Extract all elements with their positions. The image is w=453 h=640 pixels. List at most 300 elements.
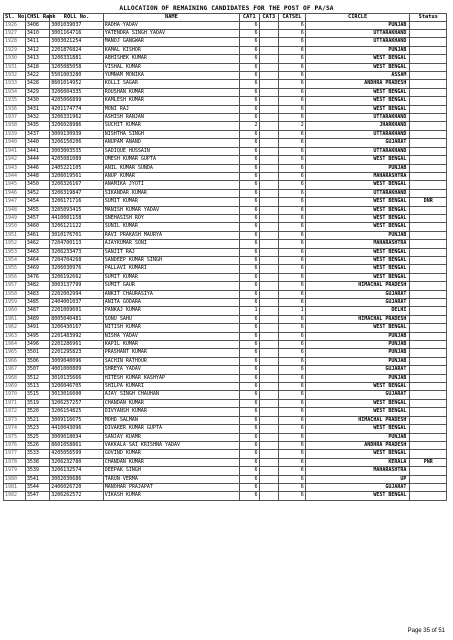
catsel-cell: 6 — [279, 433, 306, 441]
table-row — [4, 425, 447, 433]
sl-cell: 1977 — [4, 450, 26, 458]
header-row — [4, 14, 447, 22]
cat1-cell: 6 — [240, 408, 259, 416]
name-cell: AJAY SINGH CHAUHAN — [103, 391, 239, 399]
circle-cell: WEST BENGAL — [305, 181, 410, 189]
sl-cell: 1974 — [4, 425, 26, 433]
sl-cell: 1970 — [4, 391, 26, 399]
name-cell: SNEHASISH ROY — [103, 214, 239, 222]
catsel-cell: 6 — [279, 256, 306, 264]
name-cell: MONI RAJ — [103, 105, 239, 113]
cat1-cell: 6 — [240, 265, 259, 273]
roll-cell: 3206019561 — [50, 172, 104, 180]
circle-cell: UTTARAKHAND — [305, 147, 410, 155]
chsl-cell: 3523 — [25, 425, 49, 433]
roll-cell: 3206028986 — [50, 122, 104, 130]
name-cell: ANIL KUMAR SUNDA — [103, 164, 239, 172]
status-cell — [410, 130, 447, 138]
cat3-cell — [259, 46, 278, 54]
cat3-cell — [259, 299, 278, 307]
status-cell — [410, 425, 447, 433]
sl-cell: 1961 — [4, 315, 26, 323]
circle-cell: WEST BENGAL — [305, 492, 410, 500]
cat3-cell — [259, 315, 278, 323]
cat3-cell — [259, 206, 278, 214]
circle-cell: PUNJAB — [305, 21, 410, 29]
circle-cell: PUNJAB — [305, 341, 410, 349]
table-row — [4, 315, 447, 323]
sl-cell: 1952 — [4, 240, 26, 248]
table-row — [4, 399, 447, 407]
header-roll: ROLL No. — [50, 14, 104, 22]
cat3-cell — [259, 349, 278, 357]
roll-cell: 8601014952 — [50, 80, 104, 88]
status-cell — [410, 441, 447, 449]
chsl-cell: 3446 — [25, 164, 49, 172]
catsel-cell: 6 — [279, 46, 306, 54]
sl-cell: 1960 — [4, 307, 26, 315]
name-cell: GOVIND KUMAR — [103, 450, 239, 458]
sl-cell: 1942 — [4, 156, 26, 164]
table-row — [4, 88, 447, 96]
sl-cell: 1950 — [4, 223, 26, 231]
status-cell — [410, 332, 447, 340]
header-cat3: CAT3 — [259, 14, 278, 22]
roll-cell: 3010135666 — [50, 374, 104, 382]
table-row — [4, 374, 447, 382]
cat3-cell — [259, 21, 278, 29]
cat1-cell: 6 — [240, 88, 259, 96]
cat1-cell: 6 — [240, 156, 259, 164]
chsl-cell: 3483 — [25, 290, 49, 298]
sl-cell: 1947 — [4, 198, 26, 206]
sl-cell: 1971 — [4, 399, 26, 407]
status-cell — [410, 164, 447, 172]
circle-cell: GUJARAT — [305, 391, 410, 399]
sl-cell: 1956 — [4, 273, 26, 281]
name-cell: ABHISHEK KUMAR — [103, 55, 239, 63]
chsl-cell: 3520 — [25, 408, 49, 416]
circle-cell: ASSAM — [305, 72, 410, 80]
roll-cell: 3206132574 — [50, 467, 104, 475]
header-sl: Sl. No. — [5, 14, 28, 20]
circle-cell: PUNJAB — [305, 374, 410, 382]
status-cell — [410, 80, 447, 88]
cat3-cell — [259, 357, 278, 365]
name-cell: ANAMIKA JYOTI — [103, 181, 239, 189]
status-cell — [410, 38, 447, 46]
cat1-cell: 6 — [240, 299, 259, 307]
sl-cell: 1926 — [4, 21, 26, 29]
sl-cell: 1944 — [4, 172, 26, 180]
table-row — [4, 97, 447, 105]
circle-cell: UTTARAKHAND — [305, 114, 410, 122]
sl-cell: 1941 — [4, 147, 26, 155]
circle-cell: HIMACHAL PRADESH — [305, 416, 410, 424]
status-cell — [410, 416, 447, 424]
chsl-cell: 3539 — [25, 467, 49, 475]
status-cell — [410, 290, 447, 298]
roll-cell: 7204700113 — [50, 240, 104, 248]
status-cell — [410, 391, 447, 399]
table-row — [4, 46, 447, 54]
status-cell — [410, 214, 447, 222]
catsel-cell: 6 — [279, 80, 306, 88]
roll-cell: 3002030686 — [50, 475, 104, 483]
catsel-cell: 6 — [279, 231, 306, 239]
cat1-cell: 6 — [240, 256, 259, 264]
cat1-cell: 6 — [240, 349, 259, 357]
sl-cell: 1929 — [4, 46, 26, 54]
sl-cell: 1954 — [4, 256, 26, 264]
cat1-cell: 6 — [240, 315, 259, 323]
roll-cell: 4410001158 — [50, 214, 104, 222]
cat3-cell — [259, 450, 278, 458]
status-cell — [410, 374, 447, 382]
catsel-cell: 6 — [279, 290, 306, 298]
name-cell: NITISH KUMAR — [103, 324, 239, 332]
name-cell: TARUN VERMA — [103, 475, 239, 483]
chsl-cell: 3525 — [25, 433, 49, 441]
name-cell: DIVAKER KUMAR GUPTA — [103, 425, 239, 433]
header-cat1: CAT1 — [240, 14, 259, 22]
cat1-cell: 6 — [240, 223, 259, 231]
catsel-cell: 6 — [279, 63, 306, 71]
cat1-cell: 6 — [240, 72, 259, 80]
chsl-cell: 3422 — [25, 72, 49, 80]
sl-cell: 1933 — [4, 80, 26, 88]
table-row — [4, 391, 447, 399]
circle-cell: WEST BENGAL — [305, 223, 410, 231]
cat1-cell: 6 — [240, 425, 259, 433]
catsel-cell: 6 — [279, 492, 306, 500]
circle-cell: PUNJAB — [305, 231, 410, 239]
table-row — [4, 122, 447, 130]
circle-cell: KERALA — [305, 458, 410, 466]
circle-cell: UP — [305, 475, 410, 483]
status-cell — [410, 315, 447, 323]
roll-cell: 3206046705 — [50, 383, 104, 391]
cat3-cell — [259, 383, 278, 391]
catsel-cell: 6 — [279, 324, 306, 332]
chsl-cell: 3538 — [25, 458, 49, 466]
cat1-cell: 6 — [240, 240, 259, 248]
cat1-cell: 6 — [240, 21, 259, 29]
catsel-cell: 6 — [279, 349, 306, 357]
circle-cell: HIMACHAL PRADESH — [305, 282, 410, 290]
chsl-cell: 3519 — [25, 399, 49, 407]
catsel-cell: 6 — [279, 467, 306, 475]
circle-cell: WEST BENGAL — [305, 408, 410, 416]
cat3-cell — [259, 290, 278, 298]
table-row — [4, 256, 447, 264]
catsel-cell: 6 — [279, 366, 306, 374]
chsl-cell: 3482 — [25, 282, 49, 290]
chsl-cell: 3496 — [25, 341, 49, 349]
catsel-cell: 6 — [279, 273, 306, 281]
cat3-cell — [259, 265, 278, 273]
document-title: ALLOCATION OF REMAINING CANDIDATES FOR THE POST OF PA/SA — [119, 5, 334, 12]
status-cell — [410, 399, 447, 407]
chsl-cell: 3469 — [25, 265, 49, 273]
sl-cell: 1943 — [4, 164, 26, 172]
chsl-cell: 3408 — [25, 21, 49, 29]
name-cell: SUMIT KUMAR — [103, 273, 239, 281]
cat3-cell — [259, 55, 278, 63]
catsel-cell: 6 — [279, 147, 306, 155]
roll-cell: 3205093415 — [50, 206, 104, 214]
circle-cell: HIMACHAL PRADESH — [305, 315, 410, 323]
cat1-cell: 6 — [240, 130, 259, 138]
cat1-cell: 6 — [240, 63, 259, 71]
chsl-cell: 3513 — [25, 383, 49, 391]
cat1-cell: 6 — [240, 55, 259, 63]
cat3-cell — [259, 223, 278, 231]
cat1-cell: 6 — [240, 324, 259, 332]
name-cell: ANUPAM ANAND — [103, 139, 239, 147]
table-row — [4, 114, 447, 122]
roll-cell: 3009116675 — [50, 416, 104, 424]
roll-cell: 3206030976 — [50, 265, 104, 273]
cat3-cell — [259, 366, 278, 374]
table-body — [4, 21, 447, 500]
name-cell: NISHTHA SINGH — [103, 130, 239, 138]
roll-cell: 3009018034 — [50, 433, 104, 441]
chsl-cell: 3429 — [25, 88, 49, 96]
roll-cell: 4205066899 — [50, 97, 104, 105]
catsel-cell: 6 — [279, 416, 306, 424]
name-cell: SACHIN RATHOUR — [103, 357, 239, 365]
catsel-cell: 1 — [279, 307, 306, 315]
chsl-cell: 3476 — [25, 273, 49, 281]
catsel-cell: 6 — [279, 181, 306, 189]
status-cell — [410, 240, 447, 248]
table-row — [4, 206, 447, 214]
status-cell — [410, 223, 447, 231]
table-row — [4, 38, 447, 46]
roll-cell: 3206233473 — [50, 248, 104, 256]
chsl-cell: 3495 — [25, 332, 49, 340]
chsl-cell: 3506 — [25, 357, 49, 365]
chsl-cell: 3463 — [25, 248, 49, 256]
catsel-cell: 6 — [279, 450, 306, 458]
table-row — [4, 332, 447, 340]
circle-cell: MAHARASHTRA — [305, 240, 410, 248]
sl-cell: 1945 — [4, 181, 26, 189]
table-row — [4, 349, 447, 357]
roll-cell: 2406026720 — [50, 483, 104, 491]
circle-cell: WEST BENGAL — [305, 214, 410, 222]
name-cell: NISHA YADAV — [103, 332, 239, 340]
cat3-cell — [259, 130, 278, 138]
table-row — [4, 130, 447, 138]
cat3-cell — [259, 38, 278, 46]
table-row — [4, 72, 447, 80]
cat1-cell: 6 — [240, 433, 259, 441]
name-cell: ANUP KUMAR — [103, 172, 239, 180]
sl-cell: 1973 — [4, 416, 26, 424]
sl-cell: 1982 — [4, 492, 26, 500]
roll-cell: 3206171716 — [50, 198, 104, 206]
chsl-cell: 3441 — [25, 147, 49, 155]
table-row — [4, 30, 447, 38]
cat1-cell: 6 — [240, 80, 259, 88]
cat1-cell: 6 — [240, 290, 259, 298]
page-number: Page 35 of 51 — [407, 628, 445, 634]
circle-cell: WEST BENGAL — [305, 324, 410, 332]
sl-cell: 1972 — [4, 408, 26, 416]
name-cell: KAMLESH KUMAR — [103, 97, 239, 105]
cat1-cell: 6 — [240, 105, 259, 113]
sl-cell: 1963 — [4, 332, 26, 340]
table-row — [4, 181, 447, 189]
status-cell — [410, 21, 447, 29]
roll-cell: 3206154825 — [50, 408, 104, 416]
cat1-cell: 6 — [240, 357, 259, 365]
catsel-cell: 6 — [279, 483, 306, 491]
cat1-cell: 6 — [240, 332, 259, 340]
cat3-cell — [259, 282, 278, 290]
circle-cell: WEST BENGAL — [305, 273, 410, 281]
chsl-cell: 3521 — [25, 416, 49, 424]
roll-cell: 3206004335 — [50, 88, 104, 96]
catsel-cell: 6 — [279, 441, 306, 449]
name-cell: HITESH KUMAR KASHYAP — [103, 374, 239, 382]
cat3-cell — [259, 97, 278, 105]
sl-cell: 1958 — [4, 290, 26, 298]
chsl-cell: 3507 — [25, 366, 49, 374]
table-row — [4, 324, 447, 332]
roll-cell: 2201009601 — [50, 307, 104, 315]
cat3-cell — [259, 441, 278, 449]
cat1-cell: 6 — [240, 383, 259, 391]
circle-cell: UTTARAKHAND — [305, 130, 410, 138]
chsl-cell: 3452 — [25, 189, 49, 197]
catsel-cell: 6 — [279, 341, 306, 349]
status-cell — [410, 299, 447, 307]
circle-cell: WEST BENGAL — [305, 88, 410, 96]
chsl-cell: 3541 — [25, 475, 49, 483]
chsl-cell: 3413 — [25, 55, 49, 63]
circle-cell: PUNJAB — [305, 349, 410, 357]
circle-cell: WEST BENGAL — [305, 248, 410, 256]
sl-cell: 1939 — [4, 130, 26, 138]
roll-cell: 8005040481 — [50, 315, 104, 323]
catsel-cell: 6 — [279, 164, 306, 172]
status-cell — [410, 30, 447, 38]
cat3-cell — [259, 156, 278, 164]
roll-cell: 3010176701 — [50, 231, 104, 239]
chsl-cell: 3444 — [25, 156, 49, 164]
circle-cell: UTTARAKHAND — [305, 189, 410, 197]
circle-cell: ANDHRA PRADESH — [305, 441, 410, 449]
cat3-cell — [259, 80, 278, 88]
catsel-cell: 6 — [279, 105, 306, 113]
circle-cell: PUNJAB — [305, 357, 410, 365]
cat1-cell: 6 — [240, 38, 259, 46]
chsl-cell: 3450 — [25, 181, 49, 189]
cat3-cell — [259, 433, 278, 441]
circle-cell: GUJARAT — [305, 483, 410, 491]
name-cell: SUCHIT KUMAR — [103, 122, 239, 130]
table-row — [4, 307, 447, 315]
circle-cell: PUNJAB — [305, 433, 410, 441]
cat1-cell: 6 — [240, 341, 259, 349]
status-cell — [410, 366, 447, 374]
name-cell: SIKANDAR KUMAR — [103, 189, 239, 197]
name-cell: SANJAY KUAMR — [103, 433, 239, 441]
name-cell: SUNIL KUMAR — [103, 223, 239, 231]
chsl-cell: 3464 — [25, 256, 49, 264]
sl-cell: 1951 — [4, 231, 26, 239]
status-cell — [410, 97, 447, 105]
cat1-cell: 6 — [240, 399, 259, 407]
name-cell: PANKAJ KUMAR — [103, 307, 239, 315]
cat3-cell — [259, 332, 278, 340]
roll-cell: 4001000809 — [50, 366, 104, 374]
cat1-cell: 6 — [240, 189, 259, 197]
catsel-cell: 6 — [279, 21, 306, 29]
status-cell — [410, 206, 447, 214]
cat1-cell: 6 — [240, 214, 259, 222]
cat3-cell — [259, 240, 278, 248]
roll-cell: 2201295823 — [50, 349, 104, 357]
chsl-cell: 3410 — [25, 30, 49, 38]
chsl-cell: 3501 — [25, 349, 49, 357]
chsl-cell: 3547 — [25, 492, 49, 500]
table-row — [4, 164, 447, 172]
cat1-cell: 6 — [240, 467, 259, 475]
circle-cell: GUJARAT — [305, 139, 410, 147]
chsl-cell: 3412 — [25, 46, 49, 54]
catsel-cell: 6 — [279, 156, 306, 164]
table-row — [4, 290, 447, 298]
catsel-cell: 6 — [279, 88, 306, 96]
catsel-cell: 6 — [279, 130, 306, 138]
status-cell — [410, 248, 447, 256]
cat1-cell: 6 — [240, 147, 259, 155]
table-row — [4, 483, 447, 491]
catsel-cell: 6 — [279, 374, 306, 382]
name-cell: VISHAL KUMAR — [103, 63, 239, 71]
status-cell — [410, 105, 447, 113]
roll-cell: 5501003280 — [50, 72, 104, 80]
cat1-cell: 6 — [240, 139, 259, 147]
roll-cell: 3206331881 — [50, 55, 104, 63]
sl-cell: 1938 — [4, 122, 26, 130]
sl-cell: 1975 — [4, 433, 26, 441]
status-cell — [410, 231, 447, 239]
roll-cell: 8601058861 — [50, 441, 104, 449]
cat3-cell — [259, 72, 278, 80]
circle-cell: WEST BENGAL — [305, 105, 410, 113]
circle-cell: MAHARASHTRA — [305, 172, 410, 180]
table-row — [4, 299, 447, 307]
name-cell: DEEPAK SINGH — [103, 467, 239, 475]
status-cell — [410, 189, 447, 197]
sl-cell: 1928 — [4, 38, 26, 46]
cat3-cell — [259, 231, 278, 239]
chsl-cell: 3515 — [25, 391, 49, 399]
name-cell: VIKASH KUMAR — [103, 492, 239, 500]
circle-cell: WEST BENGAL — [305, 256, 410, 264]
catsel-cell: 6 — [279, 240, 306, 248]
roll-cell: 3003137799 — [50, 282, 104, 290]
chsl-cell: 3411 — [25, 38, 49, 46]
cat1-cell: 6 — [240, 450, 259, 458]
table-row — [4, 492, 447, 500]
name-cell: ANITA GODARA — [103, 299, 239, 307]
